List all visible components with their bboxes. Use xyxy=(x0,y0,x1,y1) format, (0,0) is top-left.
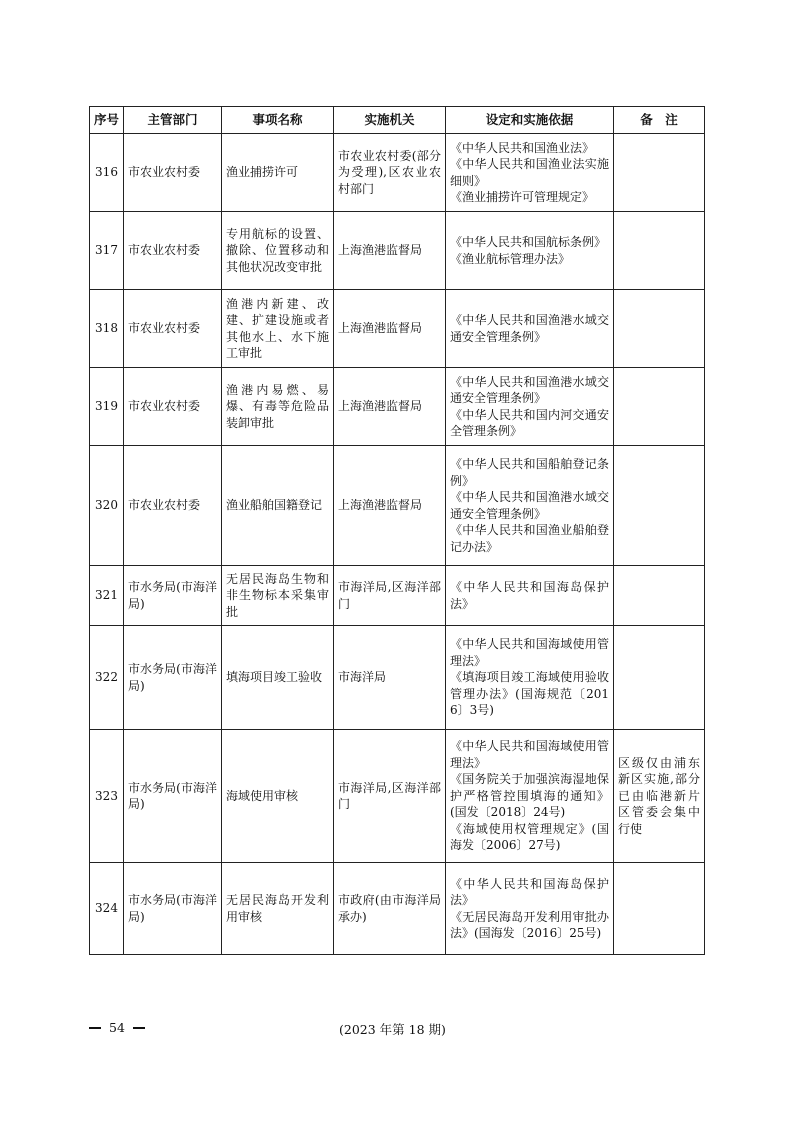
row-item: 渔港内新建、改建、扩建设施或者其他水上、水下施工审批 xyxy=(222,290,334,368)
row-agency: 市政府(由市海洋局承办) xyxy=(334,863,446,955)
table-row xyxy=(90,134,705,212)
row-agency: 市海洋局,区海洋部门 xyxy=(334,566,446,626)
row-note xyxy=(614,446,705,566)
header-dept: 主管部门 xyxy=(124,107,222,134)
row-dept: 市农业农村委 xyxy=(124,368,222,446)
table-row xyxy=(90,863,705,955)
row-basis: 《中华人民共和国海域使用管理法》 《国务院关于加强滨海湿地保护严格管控围填海的通知》(国发〔2018〕24号) 《海域使用权管理规定》(国海发〔2006〕27号) xyxy=(446,730,614,863)
row-note xyxy=(614,863,705,955)
header-agency: 实施机关 xyxy=(334,107,446,134)
row-agency: 市海洋局 xyxy=(334,626,446,730)
table-row xyxy=(90,446,705,566)
row-item: 填海项目竣工验收 xyxy=(222,626,334,730)
row-dept: 市农业农村委 xyxy=(124,446,222,566)
row-note xyxy=(614,212,705,290)
row-item: 无居民海岛生物和非生物标本采集审批 xyxy=(222,566,334,626)
page-number xyxy=(89,1020,145,1035)
row-agency: 上海渔港监督局 xyxy=(334,446,446,566)
row-basis: 《中华人民共和国海域使用管理法》 《填海项目竣工海域使用验收管理办法》(国海规范〔2016〕3号) xyxy=(446,626,614,730)
row-basis: 《中华人民共和国渔业法》 《中华人民共和国渔业法实施细则》 《渔业捕捞许可管理规定》 xyxy=(446,134,614,212)
row-item: 海域使用审核 xyxy=(222,730,334,863)
approval-items-table xyxy=(89,106,705,955)
row-note xyxy=(614,290,705,368)
table-row xyxy=(90,566,705,626)
table-row xyxy=(90,626,705,730)
table-row xyxy=(90,290,705,368)
row-seq: 321 xyxy=(90,566,124,626)
row-dept: 市水务局(市海洋局) xyxy=(124,730,222,863)
row-item: 专用航标的设置、撤除、位置移动和其他状况改变审批 xyxy=(222,212,334,290)
row-note xyxy=(614,566,705,626)
row-seq: 322 xyxy=(90,626,124,730)
row-dept: 市水务局(市海洋局) xyxy=(124,626,222,730)
row-agency: 上海渔港监督局 xyxy=(334,290,446,368)
row-basis: 《中华人民共和国海岛保护法》 xyxy=(446,566,614,626)
page-footer xyxy=(89,1020,704,1040)
row-seq: 319 xyxy=(90,368,124,446)
row-seq: 316 xyxy=(90,134,124,212)
row-seq: 323 xyxy=(90,730,124,863)
row-seq: 324 xyxy=(90,863,124,955)
dash-left xyxy=(89,1027,101,1029)
header-item: 事项名称 xyxy=(222,107,334,134)
table-row xyxy=(90,368,705,446)
row-seq: 318 xyxy=(90,290,124,368)
row-agency: 上海渔港监督局 xyxy=(334,368,446,446)
dash-right xyxy=(133,1027,145,1029)
row-agency: 上海渔港监督局 xyxy=(334,212,446,290)
row-agency: 市海洋局,区海洋部门 xyxy=(334,730,446,863)
row-basis: 《中华人民共和国海岛保护法》 《无居民海岛开发利用审批办法》(国海发〔2016〕25号) xyxy=(446,863,614,955)
row-item: 无居民海岛开发利用审核 xyxy=(222,863,334,955)
row-item: 渔业捕捞许可 xyxy=(222,134,334,212)
row-basis: 《中华人民共和国航标条例》 《渔业航标管理办法》 xyxy=(446,212,614,290)
row-seq: 317 xyxy=(90,212,124,290)
row-agency: 市农业农村委(部分为受理),区农业农村部门 xyxy=(334,134,446,212)
row-basis: 《中华人民共和国渔港水域交通安全管理条例》 xyxy=(446,290,614,368)
issue-label: (2023 年第 18 期) xyxy=(339,1022,446,1037)
header-seq: 序号 xyxy=(90,107,124,134)
row-dept: 市农业农村委 xyxy=(124,290,222,368)
row-dept: 市水务局(市海洋局) xyxy=(124,863,222,955)
row-note: 区级仅由浦东新区实施,部分已由临港新片区管委会集中行使 xyxy=(614,730,705,863)
row-note xyxy=(614,368,705,446)
page-number-text: 54 xyxy=(109,1020,125,1035)
row-dept: 市农业农村委 xyxy=(124,134,222,212)
table-row xyxy=(90,212,705,290)
row-item: 渔业船舶国籍登记 xyxy=(222,446,334,566)
row-dept: 市水务局(市海洋局) xyxy=(124,566,222,626)
row-basis: 《中华人民共和国渔港水域交通安全管理条例》 《中华人民共和国内河交通安全管理条例》 xyxy=(446,368,614,446)
row-note xyxy=(614,626,705,730)
row-dept: 市农业农村委 xyxy=(124,212,222,290)
header-basis: 设定和实施依据 xyxy=(446,107,614,134)
table-row xyxy=(90,730,705,863)
row-seq: 320 xyxy=(90,446,124,566)
row-basis: 《中华人民共和国船舶登记条例》 《中华人民共和国渔港水域交通安全管理条例》 《中华人民共和国渔业船舶登记办法》 xyxy=(446,446,614,566)
row-note xyxy=(614,134,705,212)
table-header-row xyxy=(90,107,705,134)
header-note: 备 注 xyxy=(614,107,705,134)
row-item: 渔港内易燃、易爆、有毒等危险品装卸审批 xyxy=(222,368,334,446)
